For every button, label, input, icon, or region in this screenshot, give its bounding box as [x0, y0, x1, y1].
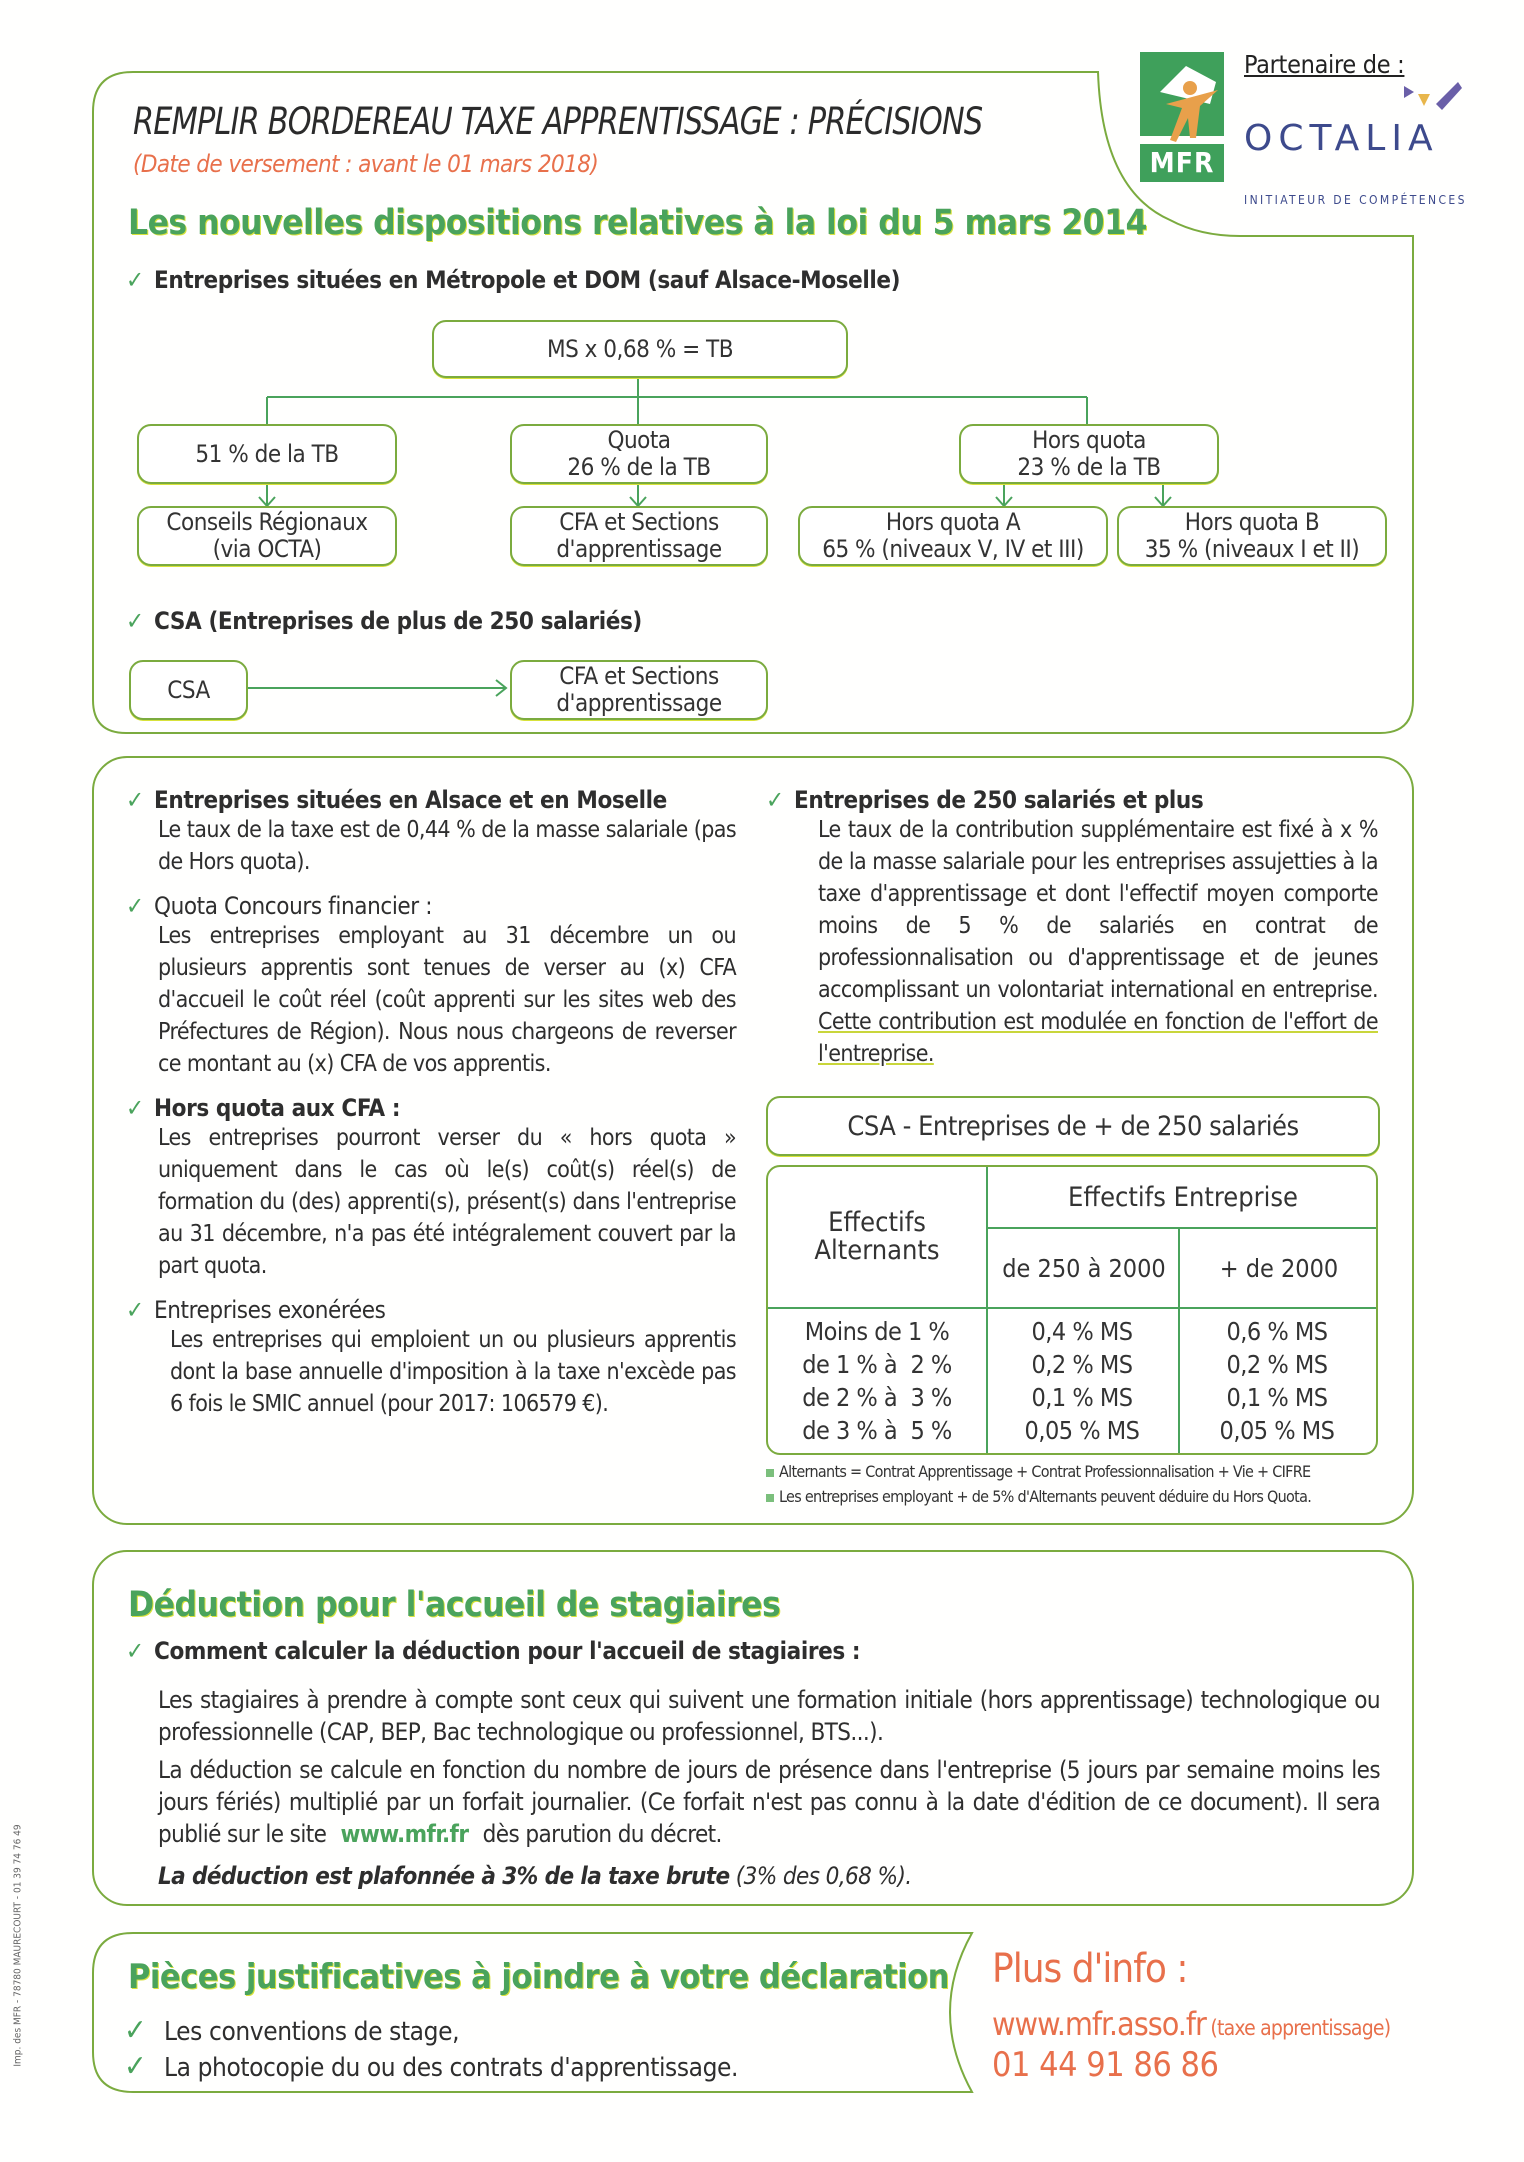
check-icon: ✓ — [126, 892, 144, 920]
contribution-text: Le taux de la contribution supplémentaire est fixé à x % de la masse salariale pour les entreprises assujetties à la taxe d'apprentissage et dont l'effectif moyen comporte moins de 5 % de salariés en contrat de professionnalisation ou d'apprentissage et de jeunes accomplissant un volontariat international en entreprise. — [818, 817, 1378, 1003]
item-text: Le taux de la taxe est de 0,44 % de la masse salariale (pas de Hors quota). — [158, 817, 736, 875]
item-text: Les conventions de stage, — [164, 2017, 460, 2047]
check-icon: ✓ — [126, 1637, 144, 1665]
csa-table-cell-c1: 0,1 % MS — [1031, 1383, 1133, 1412]
csa-table-cell-label: de 1 % à 2 % — [802, 1350, 952, 1379]
check-icon: ✓ — [126, 607, 144, 635]
octalia-arrows-icon — [1400, 80, 1464, 116]
box-text: 65 % (niveaux V, IV et III) — [822, 535, 1084, 563]
item-text: Les entreprises pourront verser du « hors quota » uniquement dans le cas où le(s) coût(s) réel(s) de formation du (des) apprenti(s), présent(s) dans l'entreprise au 31 décembre, n'a pas été intégralement couvert par la part quota. — [158, 1125, 736, 1279]
box-text: Hors quota B — [1184, 508, 1320, 536]
csa-table-cell-c2: 0,6 % MS — [1226, 1317, 1328, 1346]
col-header-250-2000: de 250 à 2000 — [986, 1229, 1180, 1307]
item-title: Quota Concours financier : — [154, 892, 433, 920]
item-title: Entreprises exonérées — [154, 1296, 386, 1324]
csa-note-1 — [766, 1462, 1310, 1481]
check-icon: ✓ — [124, 2013, 147, 2048]
csa-table-title-box — [766, 1096, 1380, 1156]
item-text: Les entreprises employant au 31 décembre un ou plusieurs apprentis sont tenues de verser au (x) CFA d'accueil le coût réel (coût apprenti sur les sites web des Préfectures de Région). Nous nous chargeons de reverser ce montant au (x) CFA de vos apprentis. — [158, 923, 736, 1077]
csa-table-row — [768, 1416, 1376, 1449]
mfr-logo-text: MFR — [1140, 144, 1224, 182]
diagram-root-box — [432, 320, 848, 378]
csa-table-cell-c2: 0,1 % MS — [1226, 1383, 1328, 1412]
item-title-row — [126, 1296, 736, 1324]
note-text: Les entreprises employant + de 5% d'Alternants peuvent déduire du Hors Quota. — [779, 1487, 1312, 1506]
group-header-cell: Effectifs Entreprise — [986, 1167, 1378, 1229]
square-bullet-icon — [766, 1494, 774, 1502]
item-title-row — [766, 786, 1378, 814]
section1-bullet-metropole — [126, 266, 900, 294]
box-text: CSA — [167, 675, 210, 704]
csa-table — [766, 1165, 1378, 1455]
csa-table-cell-label: de 2 % à 3 % — [802, 1383, 952, 1412]
payment-date-subtitle: (Date de versement : avant le 01 mars 2018) — [133, 150, 599, 178]
box-text: d'apprentissage — [556, 535, 722, 563]
entreprises-exonerees-item — [126, 1296, 736, 1420]
section3-para-2 — [158, 1754, 1380, 1850]
box-text: CFA et Sections — [559, 662, 719, 690]
item-text: Les entreprises qui emploient un ou plusieurs apprentis dont la base annuelle d'imposition à la taxe n'excède pas 6 fois le SMIC annuel (pour 2017: 106579 €). — [170, 1327, 736, 1417]
item-title: Hors quota aux CFA : — [154, 1094, 401, 1122]
octalia-logo-text: OCTALIA — [1244, 118, 1439, 159]
check-icon: ✓ — [766, 786, 784, 814]
csa-target-box — [510, 660, 768, 720]
section3-bullet — [126, 1637, 860, 1665]
section4-item-2 — [124, 2049, 738, 2084]
box-text: MS x 0,68 % = TB — [546, 334, 734, 363]
section2-right-column — [766, 786, 1378, 1070]
check-icon: ✓ — [124, 2049, 147, 2084]
table-divider — [768, 1307, 1376, 1309]
bullet-text: Entreprises situées en Métropole et DOM (sauf Alsace-Moselle) — [154, 266, 901, 294]
alsace-moselle-item — [126, 786, 736, 878]
row-header-cell — [768, 1167, 986, 1307]
diagram-leaf-conseils-box — [137, 506, 397, 566]
box-text: Quota — [607, 426, 671, 454]
section4-item-1 — [124, 2013, 459, 2048]
diagram-leaf-cfa-box — [510, 506, 768, 566]
octalia-tagline: INITIATEUR DE COMPÉTENCES — [1244, 193, 1467, 207]
csa-table-cell-c2: 0,05 % MS — [1219, 1416, 1335, 1445]
diagram-branch-hors-quota-box — [959, 424, 1219, 484]
box-text: CFA et Sections — [559, 508, 719, 536]
bullet-text: CSA (Entreprises de plus de 250 salariés) — [154, 607, 642, 635]
item-title-row — [126, 786, 736, 814]
csa-table-cell-c1: 0,2 % MS — [1031, 1350, 1133, 1379]
box-text: 51 % de la TB — [195, 439, 339, 468]
csa-table-row — [768, 1383, 1376, 1416]
item-text — [818, 814, 1378, 1070]
csa-source-box — [129, 660, 248, 720]
item-text: La photocopie du ou des contrats d'apprentissage. — [164, 2053, 739, 2083]
box-text: Conseils Régionaux — [166, 508, 368, 536]
hors-quota-cfa-item — [126, 1094, 736, 1282]
csa-table-cell-label: de 3 % à 5 % — [802, 1416, 952, 1445]
check-icon: ✓ — [126, 786, 144, 814]
document-title: REMPLIR BORDEREAU TAXE APPRENTISSAGE : PRÉCISIONS — [133, 100, 983, 143]
deduction-cap-text: La déduction est plafonnée à 3% de la taxe brute — [158, 1862, 730, 1890]
deduction-cap-detail: (3% des 0,68 %). — [735, 1862, 912, 1890]
diagram-branch-51-box — [137, 424, 397, 484]
section2-left-column — [126, 786, 736, 1420]
section4-heading: Pièces justificatives à joindre à votre déclaration — [128, 1957, 949, 1997]
para-text: La déduction se calcule en fonction du nombre de jours de présence dans l'entreprise (5 jours par semaine moins les jours fériés) multiplié par un forfait journalier. (Ce forfait n'est pas connu à la date d'édition de ce document). Il sera publié sur le site — [158, 1756, 1380, 1848]
item-title-row — [126, 1094, 736, 1122]
section3-heading: Déduction pour l'accueil de stagiaires — [128, 1585, 781, 1625]
diagram-branch-quota-box — [510, 424, 768, 484]
col-header-plus-2000: + de 2000 — [1178, 1229, 1378, 1307]
csa-table-cell-c1: 0,05 % MS — [1024, 1416, 1140, 1445]
csa-table-row — [768, 1350, 1376, 1383]
partner-label: Partenaire de : — [1244, 50, 1405, 79]
csa-table-row — [768, 1317, 1376, 1350]
diagram-leaf-hors-quota-b-box — [1117, 506, 1387, 566]
diagram-leaf-hors-quota-a-box — [798, 506, 1108, 566]
info-title: Plus d'info : — [992, 1946, 1188, 1992]
item-title: Entreprises de 250 salariés et plus — [794, 786, 1204, 814]
mfr-website-link[interactable]: www.mfr.fr — [340, 1820, 469, 1848]
bullet-text: Comment calculer la déduction pour l'accueil de stagiaires : — [154, 1637, 861, 1665]
csa-table-body — [768, 1317, 1376, 1449]
para-text: dès parution du décret. — [482, 1820, 722, 1848]
csa-table-cell-c2: 0,2 % MS — [1226, 1350, 1328, 1379]
box-text: 35 % (niveaux I et II) — [1144, 535, 1360, 563]
section1-bullet-csa — [126, 607, 642, 635]
check-icon: ✓ — [126, 266, 144, 294]
mfr-asso-website-link[interactable]: www.mfr.asso.fr — [992, 2005, 1206, 2043]
csa-table-cell-label: Moins de 1 % — [804, 1317, 950, 1346]
box-text: 26 % de la TB — [567, 453, 711, 481]
box-text: (via OCTA) — [212, 535, 322, 563]
item-title-row — [126, 892, 736, 920]
csa-note-2 — [766, 1487, 1311, 1506]
mfr-logo — [1140, 52, 1224, 184]
info-website-row — [992, 2005, 1390, 2043]
website-note: (taxe apprentissage) — [1210, 2016, 1391, 2040]
check-icon: ✓ — [126, 1094, 144, 1122]
quota-concours-item — [126, 892, 736, 1080]
square-bullet-icon — [766, 1469, 774, 1477]
contribution-underlined-text: Cette contribution est modulée en fonction de l'effort de l'entreprise. — [818, 1009, 1378, 1067]
box-text: Hors quota — [1032, 426, 1146, 454]
box-text: 23 % de la TB — [1017, 453, 1161, 481]
box-text: CSA - Entreprises de + de 250 salariés — [847, 1110, 1299, 1142]
info-phone[interactable]: 01 44 91 86 86 — [992, 2045, 1219, 2085]
section1-heading: Les nouvelles dispositions relatives à la loi du 5 mars 2014 — [128, 203, 1147, 243]
box-text: Hors quota A — [885, 508, 1021, 536]
note-text: Alternants = Contrat Apprentissage + Contrat Professionnalisation + Vie + CIFRE — [779, 1462, 1311, 1481]
csa-table-cell-c1: 0,4 % MS — [1031, 1317, 1133, 1346]
imprint-text: Imp. des MFR - 78780 MAURECOURT - 01 39 74 76 49 — [12, 1824, 24, 2067]
section3-para-1: Les stagiaires à prendre à compte sont ceux qui suivent une formation initiale (hors apprentissage) technologique ou professionnelle (CAP, BEP, Bac technologique ou professionnel, BTS...). — [158, 1686, 1380, 1746]
check-icon: ✓ — [126, 1296, 144, 1324]
section3-para-3 — [158, 1862, 912, 1890]
box-text: d'apprentissage — [556, 689, 722, 717]
row-header-text: Effectifs Alternants — [814, 1207, 940, 1266]
item-title: Entreprises situées en Alsace et en Moselle — [154, 786, 667, 814]
